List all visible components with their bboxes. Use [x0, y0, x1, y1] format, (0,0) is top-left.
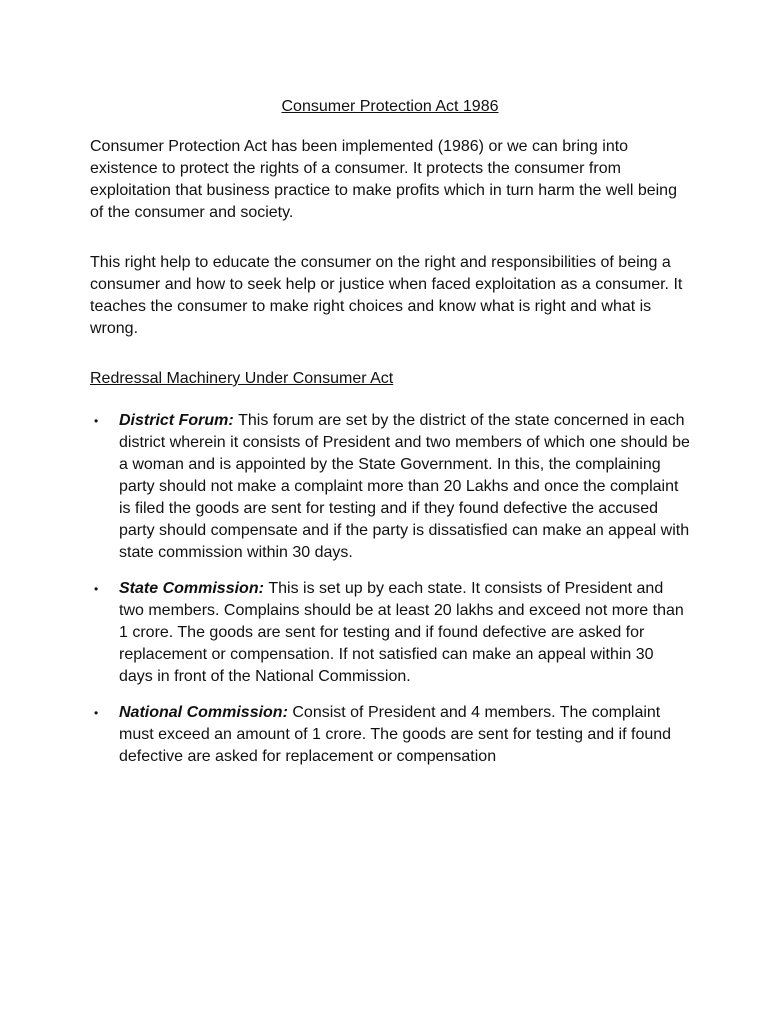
bullet-list — [90, 410, 690, 768]
list-item-state-commission — [90, 578, 690, 688]
bullet-icon: • — [94, 414, 99, 428]
list-item-term: National Commission: — [119, 704, 293, 721]
bullet-icon: • — [94, 706, 99, 720]
list-item-text: This is set up by each state. It consists of President and two members. Complains should be at least 20 lakhs and exceed not more than 1 crore. The goods are sent for testing and if found defective are asked for replacement or compensation. If not satisfied can make an appeal within 30 days in front of the National Commission. — [119, 580, 684, 685]
list-item-term: District Forum: — [119, 412, 239, 429]
list-item-district-forum — [90, 410, 690, 564]
list-item-term: State Commission: — [119, 580, 269, 597]
document-title: Consumer Protection Act 1986 — [281, 98, 499, 115]
list-item-text: This forum are set by the district of the state concerned in each district wherein it consists of President and two members of which one should be a woman and is appointed by the State Government. In this, the complaining party should not make a complaint more than 20 Lakhs and once the complaint is filed the goods are sent for testing and if they found defective the accused party should compensate and if the party is dissatisfied can make an appeal with state commission within 30 days. — [119, 412, 690, 561]
intro-paragraph: Consumer Protection Act has been implemented (1986) or we can bring into existence to protect the rights of a consumer. It protects the consumer from exploitation that business practice to make profits which in turn harm the well being of the consumer and society. — [90, 138, 677, 221]
document-page — [90, 96, 690, 782]
list-item-national-commission — [90, 702, 690, 768]
list-item-text: Consist of President and 4 members. The complaint must exceed an amount of 1 crore. The goods are sent for testing and if found defective are asked for replacement or compensation — [119, 704, 672, 765]
bullet-icon: • — [94, 582, 99, 596]
section-heading: Redressal Machinery Under Consumer Act — [90, 370, 394, 387]
second-paragraph: This right help to educate the consumer on the right and responsibilities of being a consumer and how to seek help or justice when faced exploitation as a consumer. It teaches the consumer to make right choices and know what is right and what is wrong. — [90, 254, 683, 337]
